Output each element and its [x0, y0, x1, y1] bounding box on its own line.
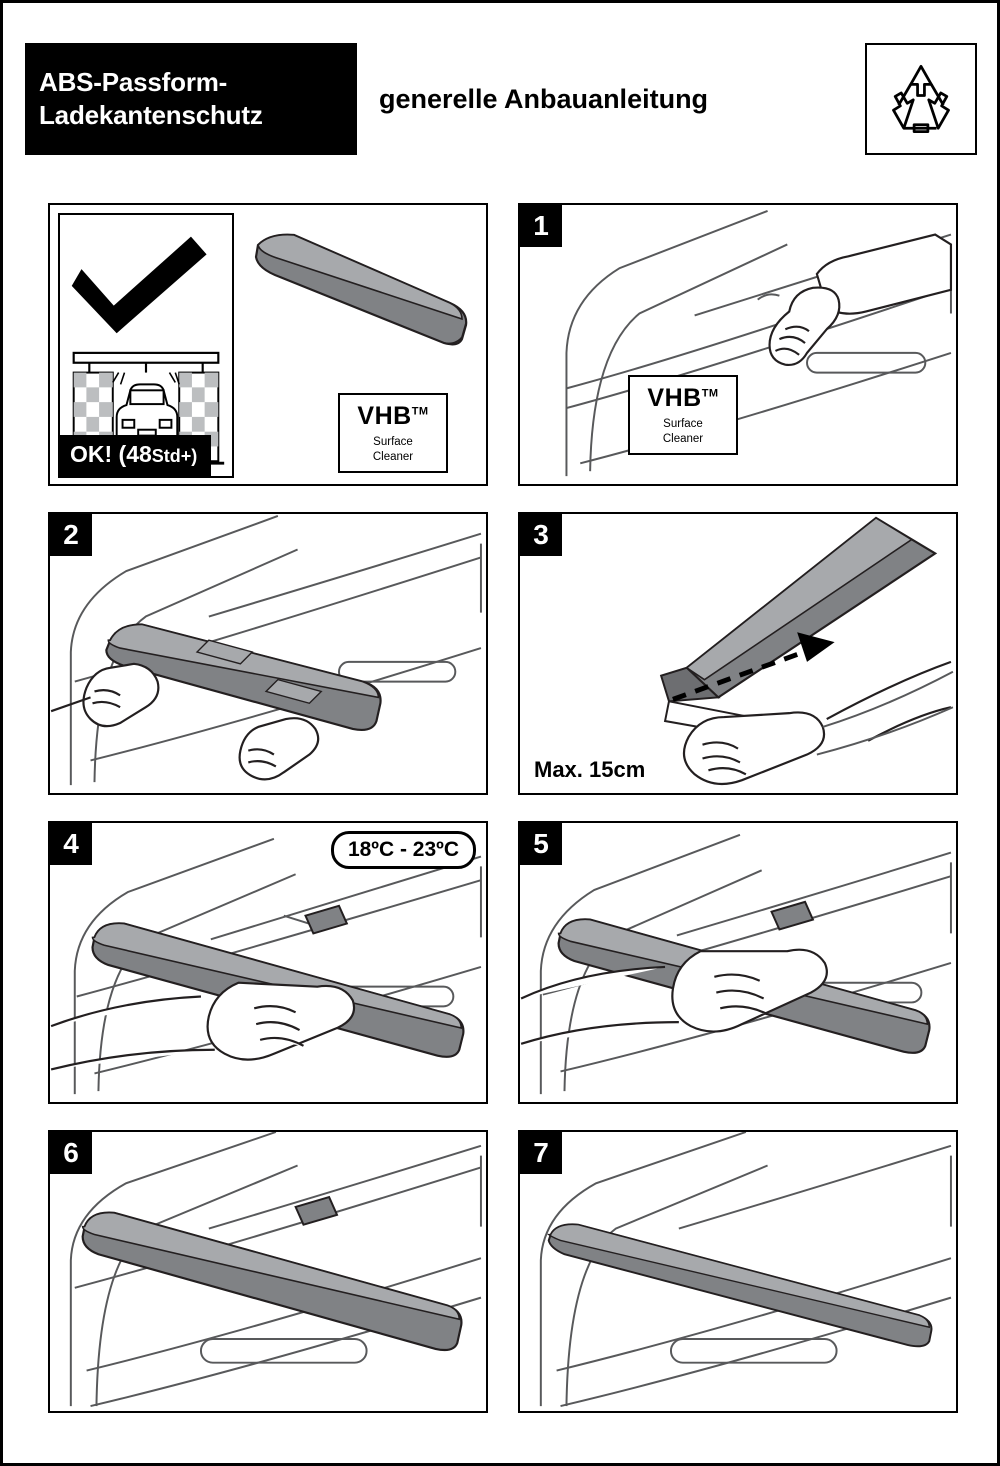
ok-badge [60, 435, 211, 476]
vhb-title: VHB™ [357, 402, 429, 431]
vhb-title: VHB™ [647, 384, 719, 413]
steps-row-4 [48, 1130, 958, 1413]
panel-step-6 [48, 1130, 488, 1413]
vhb-cleaner-label [338, 393, 448, 473]
step-number-2: 2 [50, 514, 92, 556]
panel-step-4 [48, 821, 488, 1104]
steps-row-2 [48, 512, 958, 795]
header-subtitle-block [357, 43, 865, 155]
recycling-icon [865, 43, 977, 155]
panel-step-1 [518, 203, 958, 486]
step-6-illustration [50, 1132, 486, 1411]
temperature-badge: 18ºC - 23ºC [331, 831, 476, 869]
step-5-illustration [520, 823, 956, 1102]
ok-badge-main: OK! (48 [70, 441, 152, 467]
step-number-3: 3 [520, 514, 562, 556]
steps-grid [48, 203, 958, 1439]
header [25, 43, 977, 155]
vhb-subtitle: Surface Cleaner [372, 436, 414, 463]
panel-step-2 [48, 512, 488, 795]
header-subtitle: generelle Anbauanleitung [379, 83, 709, 114]
step-number-7: 7 [520, 1132, 562, 1174]
trunk-protector-part [240, 215, 484, 395]
carwash-subframe [58, 213, 234, 478]
panel-step-7 [518, 1130, 958, 1413]
step-number-4: 4 [50, 823, 92, 865]
steps-row-3 [48, 821, 958, 1104]
step-7-illustration [520, 1132, 956, 1411]
step-number-6: 6 [50, 1132, 92, 1174]
vhb-subtitle: Surface Cleaner [662, 418, 704, 445]
vhb-tm: TM [701, 387, 719, 400]
panel-intro [48, 203, 488, 486]
max-length-caption: Max. 15cm [534, 757, 646, 782]
step-2-illustration [50, 514, 486, 793]
panel-step-3 [518, 512, 958, 795]
panel-step-5 [518, 821, 958, 1104]
header-title-block [25, 43, 357, 155]
vhb-tm: TM [411, 405, 429, 418]
steps-row-1 [48, 203, 958, 486]
vhb-cleaner-label-step1 [628, 375, 738, 455]
step-3-illustration [520, 514, 956, 793]
ok-badge-small: Std+) [151, 446, 198, 466]
step-1-illustration [520, 205, 956, 484]
page-title: ABS-Passform-Ladekantenschutz [39, 66, 263, 130]
step-number-5: 5 [520, 823, 562, 865]
step-number-1: 1 [520, 205, 562, 247]
